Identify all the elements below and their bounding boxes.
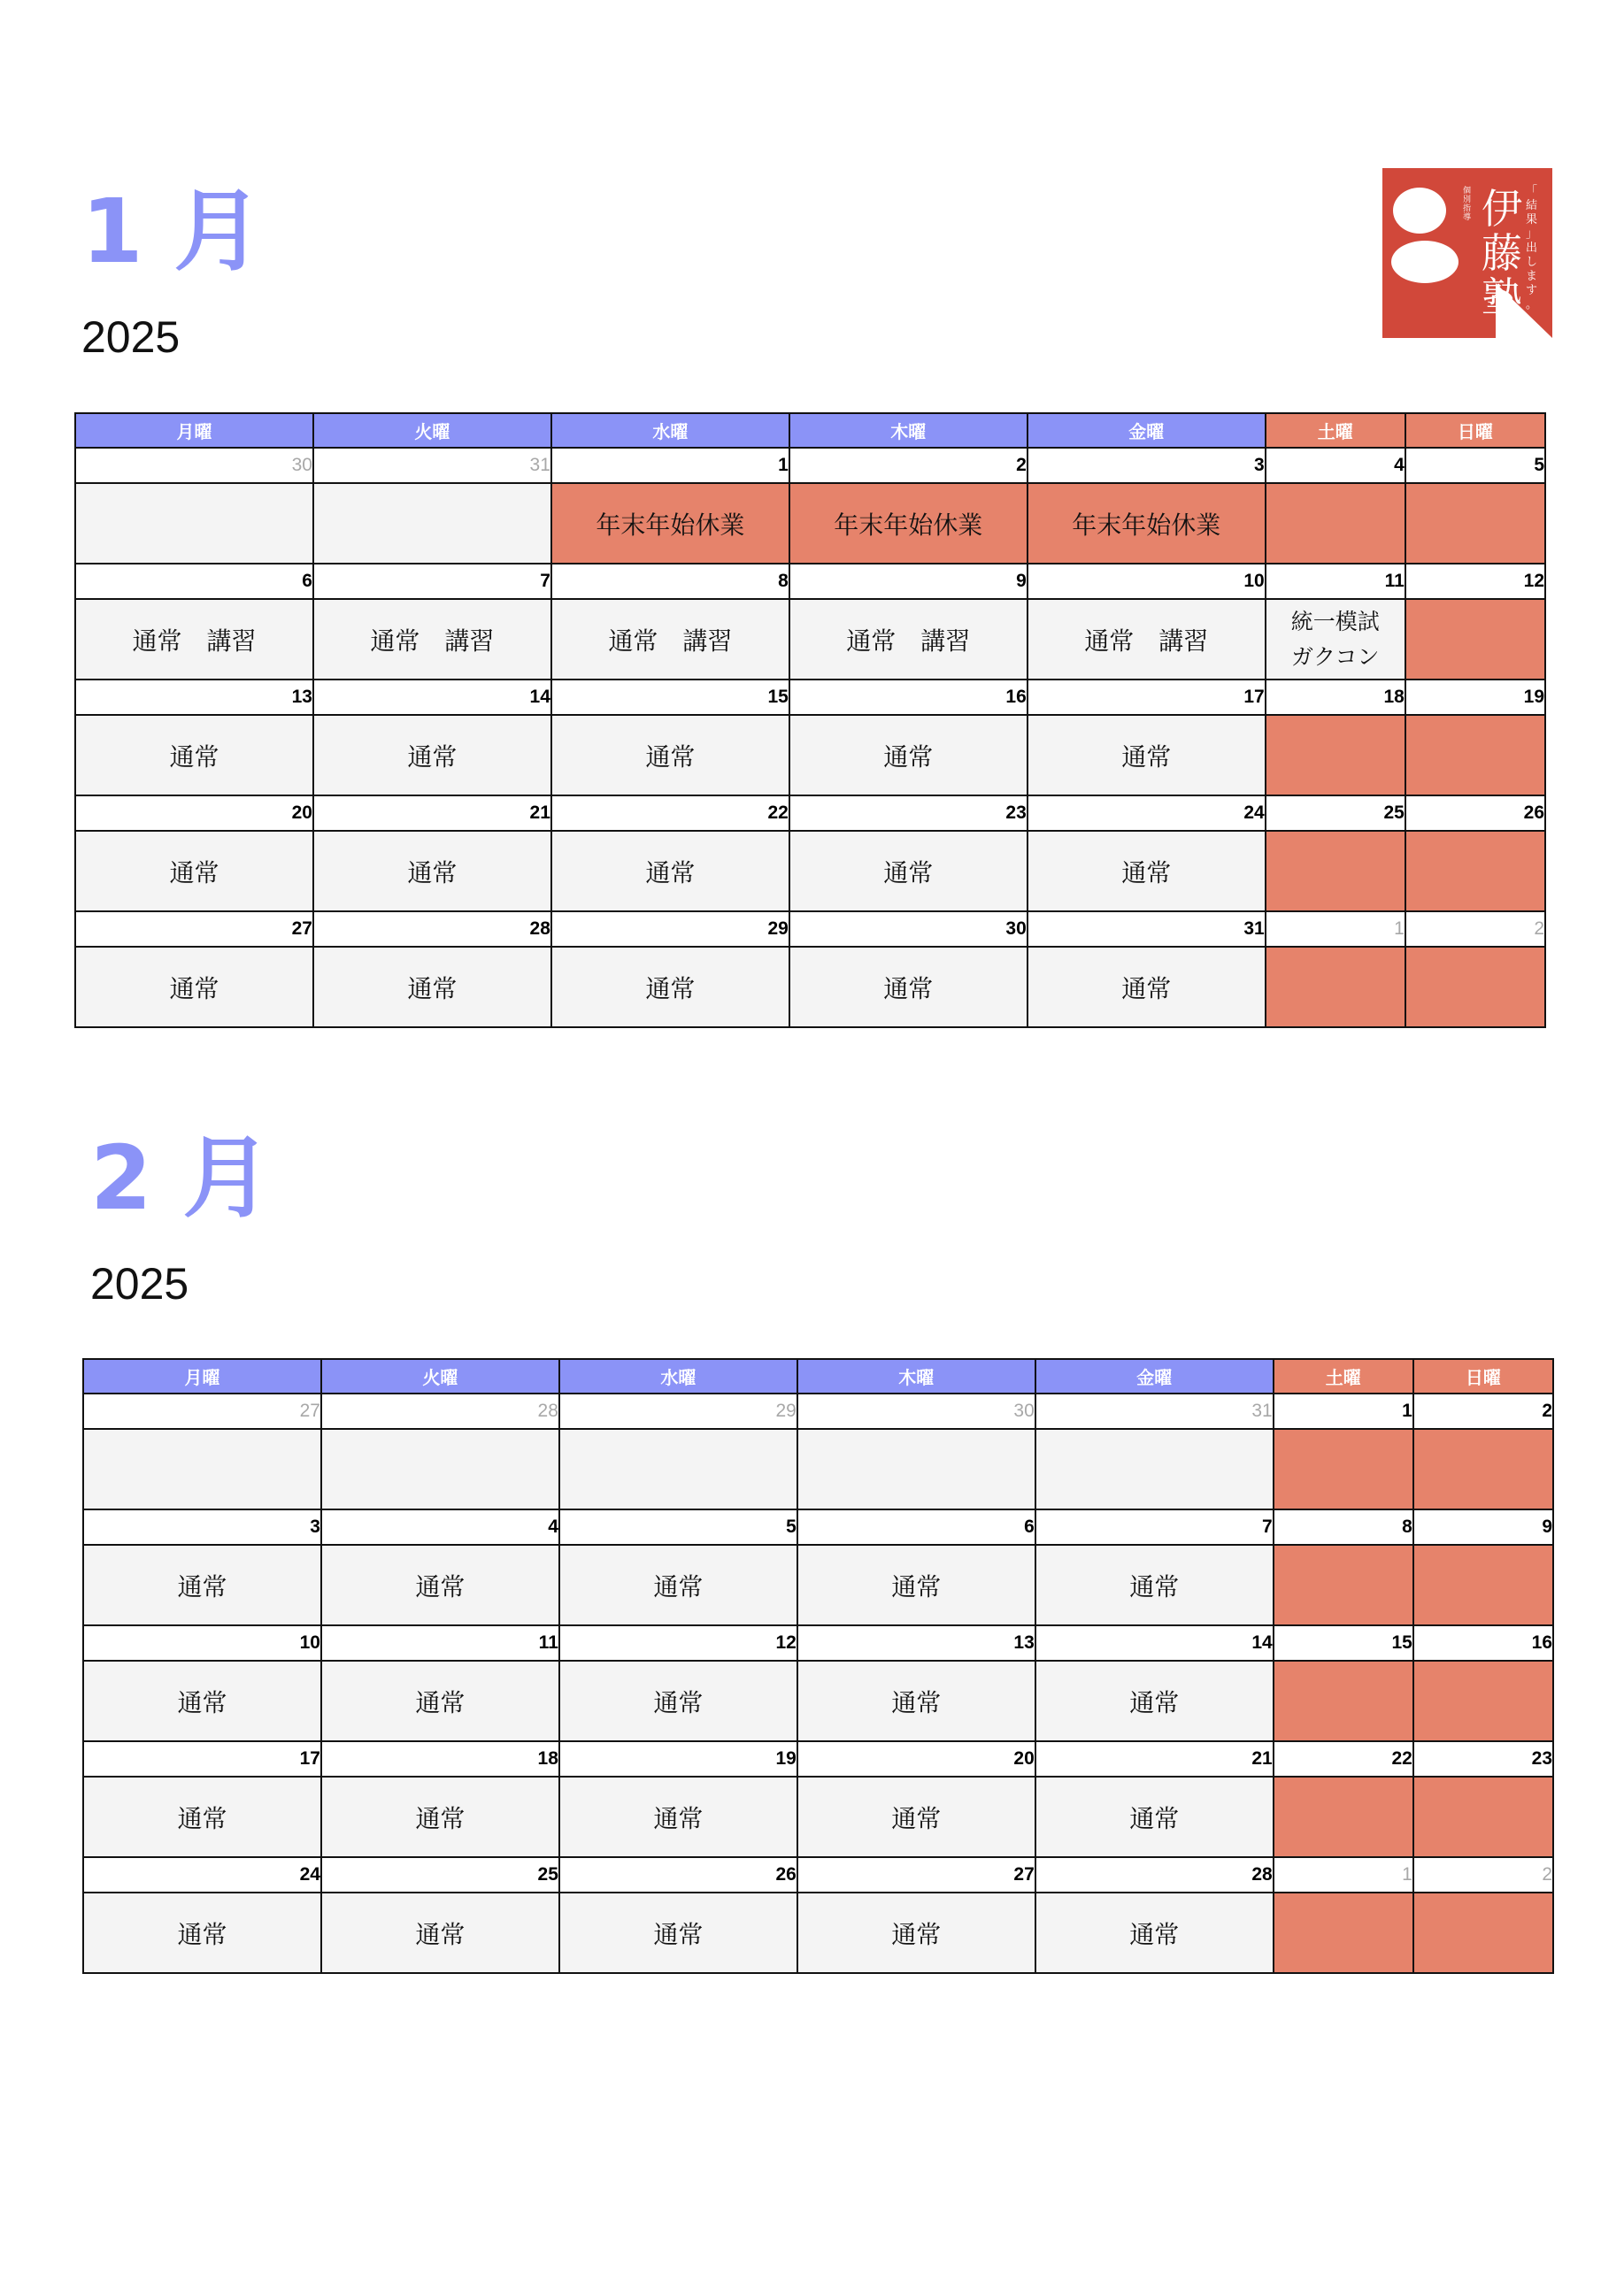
day-number: 18 [321, 1741, 559, 1777]
date-row [83, 1625, 1553, 1661]
logo-char-1: 伊 [1482, 185, 1522, 233]
day-number: 16 [1413, 1625, 1553, 1661]
day-event-cell[interactable]: 通常 [75, 947, 313, 1027]
day-number: 6 [75, 564, 313, 599]
event-row [83, 1777, 1553, 1857]
day-number: 10 [83, 1625, 321, 1661]
weekday-header: 木曜 [789, 413, 1028, 448]
svg-text:「: 「 [1526, 185, 1538, 198]
event-row [83, 1661, 1553, 1741]
ito-juku-logo [1382, 168, 1552, 338]
date-row [75, 911, 1545, 947]
day-event-cell[interactable]: 通常 [789, 947, 1028, 1027]
day-event-cell[interactable] [1405, 715, 1545, 795]
day-event-cell[interactable]: 通常 [1035, 1545, 1274, 1625]
day-event-cell[interactable]: 通常 [789, 715, 1028, 795]
event-row [75, 715, 1545, 795]
weekday-header: 金曜 [1035, 1359, 1274, 1394]
day-event-cell[interactable] [313, 483, 551, 564]
event-row [83, 1545, 1553, 1625]
day-number: 29 [551, 911, 789, 947]
day-event-cell[interactable] [1405, 831, 1545, 911]
day-number: 27 [83, 1394, 321, 1429]
event-row [83, 1429, 1553, 1509]
day-event-cell[interactable] [83, 1429, 321, 1509]
day-number: 15 [1274, 1625, 1413, 1661]
day-number: 4 [321, 1509, 559, 1545]
day-event-cell[interactable] [1405, 947, 1545, 1027]
day-number: 9 [1413, 1509, 1553, 1545]
logo-char-3: 塾 [1482, 273, 1522, 321]
day-number: 17 [83, 1741, 321, 1777]
day-number: 21 [313, 795, 551, 831]
weekday-header: 土曜 [1266, 413, 1405, 448]
day-event-cell[interactable]: 通常 講習 [75, 599, 313, 680]
svg-text:ま: ま [1526, 270, 1538, 283]
date-row [75, 448, 1545, 483]
day-number: 1 [1274, 1857, 1413, 1893]
month-title: 1 月 [81, 180, 263, 283]
day-number: 25 [1266, 795, 1405, 831]
day-event-cell[interactable] [1413, 1893, 1553, 1973]
calendar-table [82, 1358, 1554, 1974]
day-event-cell[interactable]: 通常 [797, 1545, 1035, 1625]
day-event-cell[interactable]: 通常 [797, 1893, 1035, 1973]
day-number: 17 [1028, 680, 1266, 715]
day-number: 6 [797, 1509, 1035, 1545]
day-number: 26 [559, 1857, 797, 1893]
day-number: 27 [797, 1857, 1035, 1893]
event-row [75, 483, 1545, 564]
date-row [83, 1741, 1553, 1777]
event-row [75, 831, 1545, 911]
day-event-cell[interactable]: 通常 [1035, 1777, 1274, 1857]
day-number: 23 [789, 795, 1028, 831]
weekday-header: 火曜 [321, 1359, 559, 1394]
day-event-cell[interactable]: 通常 [313, 831, 551, 911]
day-event-cell[interactable]: 通常 講習 [1028, 599, 1266, 680]
day-event-cell[interactable]: 通常 [83, 1661, 321, 1741]
day-event-cell[interactable]: 通常 [559, 1661, 797, 1741]
day-number: 30 [789, 911, 1028, 947]
weekday-header: 土曜 [1274, 1359, 1413, 1394]
weekday-header-row [83, 1359, 1553, 1394]
date-row [83, 1394, 1553, 1429]
svg-text:」: 」 [1526, 227, 1538, 241]
day-event-cell[interactable]: 通常 講習 [789, 599, 1028, 680]
day-event-cell[interactable]: 通常 [313, 715, 551, 795]
day-event-cell[interactable]: 通常 [75, 715, 313, 795]
weekday-header: 木曜 [797, 1359, 1035, 1394]
day-event-cell[interactable]: 通常 講習 [551, 599, 789, 680]
day-number: 2 [1413, 1857, 1553, 1893]
day-number: 11 [1266, 564, 1405, 599]
month-year: 2025 [90, 1259, 189, 1309]
day-event-cell[interactable]: 年末年始休業 [551, 483, 789, 564]
day-number: 1 [1266, 911, 1405, 947]
calendar-table [74, 412, 1546, 1028]
day-number: 8 [1274, 1509, 1413, 1545]
svg-text:別: 別 [1463, 196, 1472, 204]
day-number: 28 [313, 911, 551, 947]
day-event-cell[interactable] [1274, 1777, 1413, 1857]
day-event-cell[interactable] [1413, 1545, 1553, 1625]
weekday-header: 火曜 [313, 413, 551, 448]
day-event-cell[interactable]: 通常 [1028, 831, 1266, 911]
day-event-cell[interactable] [1274, 1429, 1413, 1509]
svg-text:す: す [1526, 284, 1538, 297]
day-event-cell[interactable] [1405, 483, 1545, 564]
month-year: 2025 [81, 312, 181, 362]
day-number: 13 [797, 1625, 1035, 1661]
day-number: 22 [551, 795, 789, 831]
day-number: 5 [559, 1509, 797, 1545]
day-number: 2 [789, 448, 1028, 483]
svg-text:指: 指 [1463, 204, 1472, 213]
day-number: 26 [1405, 795, 1545, 831]
day-number: 13 [75, 680, 313, 715]
day-event-cell[interactable]: 通常 [797, 1777, 1035, 1857]
day-number: 28 [321, 1394, 559, 1429]
month-title: 2 月 [90, 1126, 272, 1230]
day-event-cell[interactable]: 通常 [559, 1545, 797, 1625]
day-event-cell[interactable] [1413, 1777, 1553, 1857]
day-event-cell[interactable]: 通常 [83, 1545, 321, 1625]
day-event-cell[interactable]: 年末年始休業 [789, 483, 1028, 564]
day-number: 30 [797, 1394, 1035, 1429]
logo-small [1463, 185, 1471, 222]
day-event-cell[interactable]: 通常 [321, 1777, 559, 1857]
svg-text:個: 個 [1463, 187, 1472, 196]
day-event-cell[interactable]: 通常 [1028, 715, 1266, 795]
day-number: 31 [313, 448, 551, 483]
weekday-header: 日曜 [1405, 413, 1545, 448]
day-event-cell[interactable] [75, 483, 313, 564]
event-row [83, 1893, 1553, 1973]
logo-char-2: 藤 [1482, 229, 1522, 277]
day-number: 21 [1035, 1741, 1274, 1777]
event-row [75, 599, 1545, 680]
day-event-cell[interactable] [1405, 599, 1545, 680]
day-number: 14 [1035, 1625, 1274, 1661]
day-number: 12 [559, 1625, 797, 1661]
day-event-cell[interactable]: 通常 [559, 1893, 797, 1973]
svg-text:出: 出 [1526, 242, 1538, 255]
day-number: 7 [313, 564, 551, 599]
day-event-cell[interactable]: 通常 [321, 1545, 559, 1625]
date-row [75, 795, 1545, 831]
day-number: 20 [75, 795, 313, 831]
day-event-cell[interactable]: 通常 講習 [313, 599, 551, 680]
day-event-cell[interactable]: 通常 [551, 947, 789, 1027]
day-event-cell[interactable]: 通常 [551, 831, 789, 911]
day-number: 27 [75, 911, 313, 947]
day-number: 10 [1028, 564, 1266, 599]
logo-tagline [1526, 185, 1537, 311]
day-number: 25 [321, 1857, 559, 1893]
day-event-cell[interactable]: 通常 [321, 1893, 559, 1973]
day-event-cell[interactable] [1274, 1893, 1413, 1973]
day-event-cell[interactable] [1266, 831, 1405, 911]
day-event-cell[interactable] [559, 1429, 797, 1509]
day-event-cell[interactable]: 通常 [83, 1777, 321, 1857]
day-number: 19 [559, 1741, 797, 1777]
day-event-cell[interactable] [1413, 1661, 1553, 1741]
day-number: 1 [1274, 1394, 1413, 1429]
day-number: 2 [1405, 911, 1545, 947]
date-row [83, 1857, 1553, 1893]
day-event-cell[interactable] [1274, 1661, 1413, 1741]
weekday-header: 月曜 [75, 413, 313, 448]
day-event-cell[interactable]: 年末年始休業 [1028, 483, 1266, 564]
day-number: 24 [83, 1857, 321, 1893]
day-event-cell[interactable]: 通常 [321, 1661, 559, 1741]
date-row [75, 680, 1545, 715]
day-event-cell[interactable]: 通常 [1035, 1661, 1274, 1741]
day-number: 3 [1028, 448, 1266, 483]
day-number: 2 [1413, 1394, 1553, 1429]
weekday-header: 金曜 [1028, 413, 1266, 448]
day-event-cell[interactable]: 通常 [559, 1777, 797, 1857]
svg-text:し: し [1526, 256, 1538, 269]
svg-text:導: 導 [1463, 213, 1472, 222]
day-number: 4 [1266, 448, 1405, 483]
day-event-cell[interactable] [1274, 1545, 1413, 1625]
day-event-cell[interactable]: 通常 [789, 831, 1028, 911]
day-number: 15 [551, 680, 789, 715]
day-number: 24 [1028, 795, 1266, 831]
day-number: 20 [797, 1741, 1035, 1777]
day-number: 31 [1035, 1394, 1274, 1429]
day-number: 29 [559, 1394, 797, 1429]
day-event-cell[interactable]: 統一模試 ガクコン [1266, 599, 1405, 680]
date-row [75, 564, 1545, 599]
svg-text:結: 結 [1526, 199, 1538, 212]
day-number: 7 [1035, 1509, 1274, 1545]
weekday-header: 水曜 [559, 1359, 797, 1394]
weekday-header: 水曜 [551, 413, 789, 448]
weekday-header: 日曜 [1413, 1359, 1553, 1394]
day-event-cell[interactable] [1266, 947, 1405, 1027]
day-event-cell[interactable]: 通常 [75, 831, 313, 911]
day-event-cell[interactable] [321, 1429, 559, 1509]
day-event-cell[interactable] [1266, 715, 1405, 795]
day-number: 19 [1405, 680, 1545, 715]
day-number: 23 [1413, 1741, 1553, 1777]
day-event-cell[interactable] [1035, 1429, 1274, 1509]
day-event-cell[interactable]: 通常 [551, 715, 789, 795]
day-event-cell[interactable]: 通常 [83, 1893, 321, 1973]
day-event-cell[interactable] [797, 1429, 1035, 1509]
day-number: 1 [551, 448, 789, 483]
day-number: 16 [789, 680, 1028, 715]
day-number: 28 [1035, 1857, 1274, 1893]
day-number: 3 [83, 1509, 321, 1545]
date-row [83, 1509, 1553, 1545]
day-event-cell[interactable]: 通常 [797, 1661, 1035, 1741]
day-event-cell[interactable]: 通常 [313, 947, 551, 1027]
day-number: 22 [1274, 1741, 1413, 1777]
weekday-header-row [75, 413, 1545, 448]
day-number: 12 [1405, 564, 1545, 599]
day-event-cell[interactable] [1413, 1429, 1553, 1509]
day-number: 18 [1266, 680, 1405, 715]
weekday-header: 月曜 [83, 1359, 321, 1394]
day-number: 30 [75, 448, 313, 483]
day-event-cell[interactable]: 通常 [1035, 1893, 1274, 1973]
day-number: 8 [551, 564, 789, 599]
svg-text:。: 。 [1526, 298, 1538, 311]
day-event-cell[interactable]: 通常 [1028, 947, 1266, 1027]
day-number: 31 [1028, 911, 1266, 947]
day-number: 5 [1405, 448, 1545, 483]
day-number: 9 [789, 564, 1028, 599]
day-event-cell[interactable] [1266, 483, 1405, 564]
day-number: 14 [313, 680, 551, 715]
event-row [75, 947, 1545, 1027]
svg-text:果: 果 [1526, 213, 1538, 227]
day-number: 11 [321, 1625, 559, 1661]
